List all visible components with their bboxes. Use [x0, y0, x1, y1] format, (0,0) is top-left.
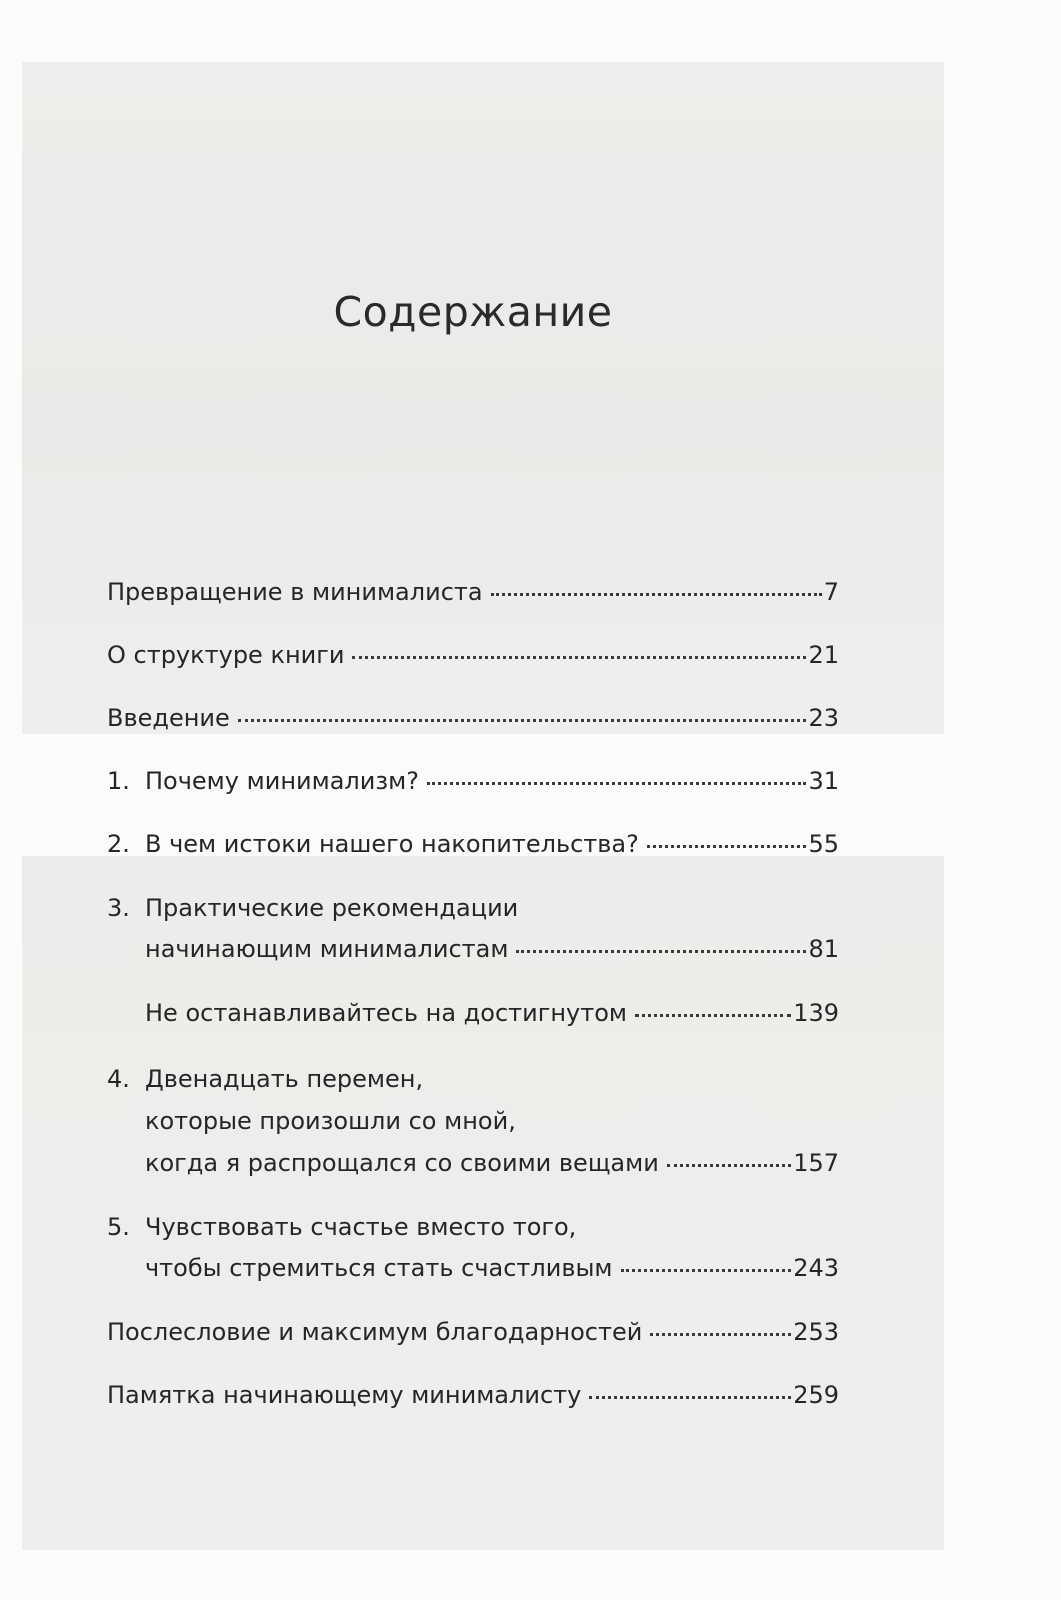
dot-leader: [516, 950, 806, 953]
toc-entry[interactable]: [107, 829, 839, 859]
toc-entry-line[interactable]: [107, 1253, 839, 1283]
toc-entry[interactable]: [107, 1317, 839, 1347]
toc-entry-page: 21: [808, 641, 839, 669]
toc-entry-page: 253: [793, 1318, 839, 1346]
dot-leader: [427, 782, 806, 785]
toc-entry[interactable]: [107, 640, 839, 670]
dot-leader: [589, 1396, 791, 1399]
toc-entry-page: 81: [808, 935, 839, 963]
toc-entry-title: В чем истоки нашего накопительства?: [145, 830, 639, 858]
toc-entry[interactable]: [107, 703, 839, 733]
toc-entry-title: Превращение в минималиста: [107, 578, 483, 606]
toc-entry-page: 31: [808, 767, 839, 795]
toc-subentry[interactable]: [107, 998, 839, 1028]
toc-entry-page: 55: [808, 830, 839, 858]
page-background-top: [22, 62, 944, 734]
toc-entry-page: 7: [823, 578, 839, 606]
toc-entry-line[interactable]: [107, 893, 839, 923]
toc-entry-number: 4.: [107, 1065, 130, 1093]
page-title: Содержание: [333, 288, 613, 336]
toc-entry-page: 157: [793, 1149, 839, 1177]
toc-entry-number: 3.: [107, 894, 130, 922]
toc-entry-title: которые произошли со мной,: [145, 1107, 516, 1135]
dot-leader: [650, 1333, 791, 1336]
toc-entry-title: Послесловие и максимум благодарностей: [107, 1318, 643, 1346]
dot-leader: [491, 593, 822, 596]
toc-entry-title: чтобы стремиться стать счастливым: [145, 1254, 613, 1282]
toc-entry[interactable]: [107, 1380, 839, 1410]
toc-entry-line[interactable]: [107, 1106, 839, 1136]
toc-entry-title: Введение: [107, 704, 230, 732]
toc-entry-title: Памятка начинающему минималисту: [107, 1381, 582, 1409]
toc-entry-title: Двенадцать перемен,: [145, 1065, 424, 1093]
toc-entry-title: Почему минимализм?: [145, 767, 419, 795]
toc-entry[interactable]: [107, 577, 839, 607]
dot-leader: [667, 1164, 791, 1167]
dot-leader: [621, 1269, 792, 1272]
toc-entry-page: 23: [808, 704, 839, 732]
toc-entry-line[interactable]: [107, 1064, 839, 1094]
toc-entry-number: 1.: [107, 767, 130, 795]
toc-entry-title: Чувствовать счастье вместо того,: [145, 1213, 577, 1241]
toc-entry-line[interactable]: [107, 934, 839, 964]
toc-entry-number: 2.: [107, 830, 130, 858]
toc-entry-number: 5.: [107, 1213, 130, 1241]
dot-leader: [238, 719, 807, 722]
toc-entry-page: 243: [793, 1254, 839, 1282]
toc-entry-title: Не останавливайтесь на достигнутом: [145, 999, 628, 1027]
dot-leader: [635, 1014, 791, 1017]
toc-entry-title: Практические рекомендации: [145, 894, 519, 922]
toc-entry-title: начинающим минималистам: [145, 935, 509, 963]
toc-entry-page: 259: [793, 1381, 839, 1409]
toc-entry-line[interactable]: [107, 1212, 839, 1242]
toc-entry-title: когда я распрощался со своими вещами: [145, 1149, 659, 1177]
toc-entry[interactable]: [107, 766, 839, 796]
toc-entry-line[interactable]: [107, 1148, 839, 1178]
dot-leader: [352, 656, 806, 659]
dot-leader: [647, 845, 807, 848]
toc-entry-page: 139: [793, 999, 839, 1027]
toc-entry-title: О структуре книги: [107, 641, 345, 669]
